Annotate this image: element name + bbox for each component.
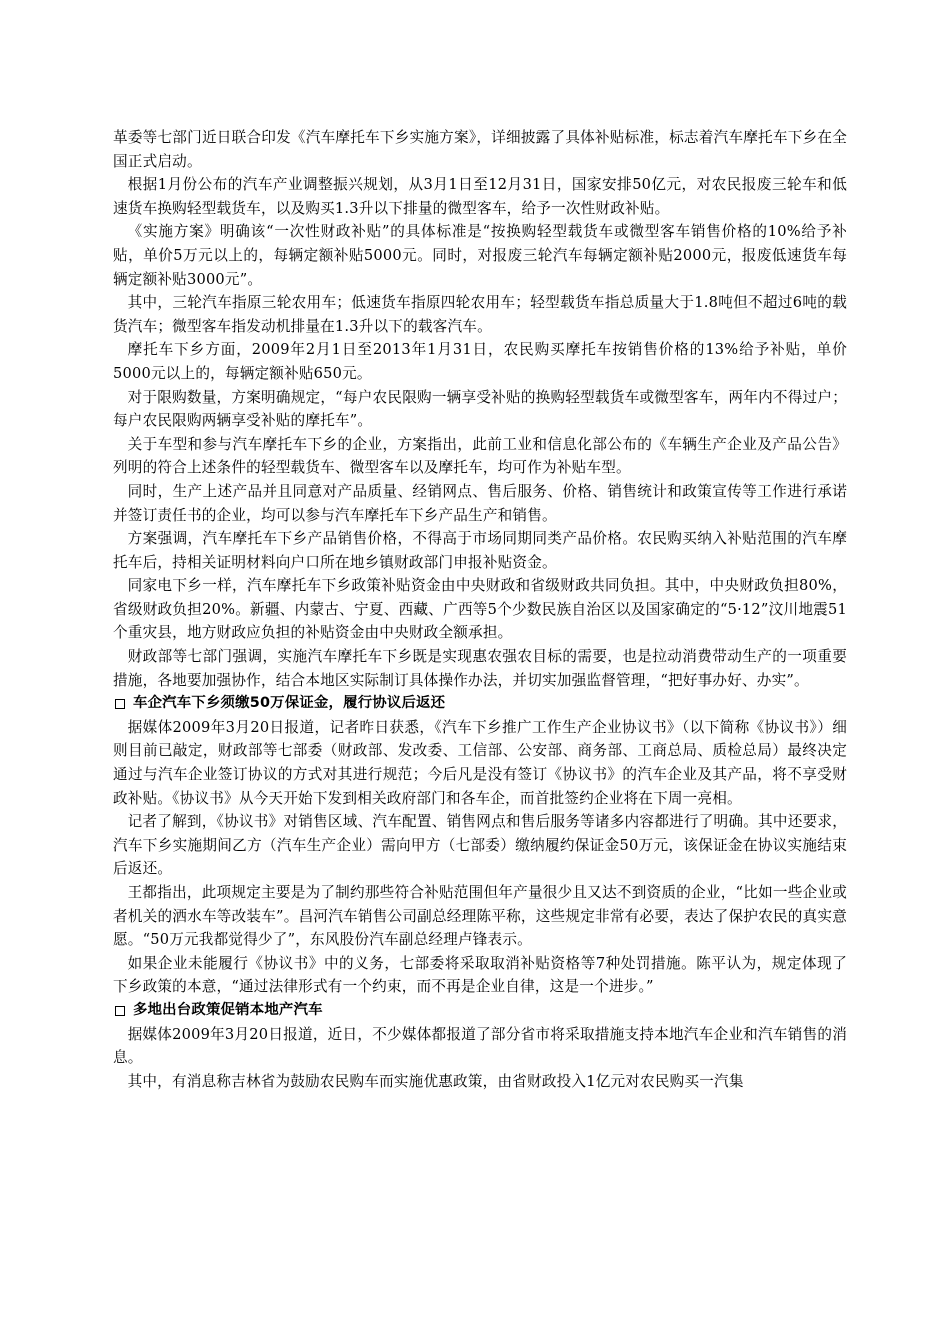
paragraph: 同时，生产上述产品并且同意对产品质量、经销网点、售后服务、价格、销售统计和政策宣传等工作进行承诺并签订责任书的企业，均可以参与汽车摩托车下乡产品生产和销售。 bbox=[113, 482, 847, 524]
paragraph: 记者了解到，《协议书》对销售区域、汽车配置、销售网点和售后服务等诸多内容都进行了明确。其中还要求，汽车下乡实施期间乙方（汽车生产企业）需向甲方（七部委）缴纳履约保证金50万元，该保证金在协议实施结束后返还。 bbox=[113, 813, 847, 878]
paragraph: 如果企业未能履行《协议书》中的义务，七部委将采取取消补贴资格等7种处罚措施。陈平认为，规定体现了下乡政策的本意，“通过法律形式有一个约束，而不再是企业自律，这是一个进步。” bbox=[113, 954, 847, 996]
paragraph: 财政部等七部门强调，实施汽车摩托车下乡既是实现惠农强农目标的需要，也是拉动消费带动生产的一项重要措施，各地要加强协作，结合本地区实际制订具体操作办法，并切实加强监督管理，“把好事办好、办实”。 bbox=[113, 648, 847, 689]
document-page bbox=[113, 126, 847, 1093]
checkbox-square-icon bbox=[115, 1006, 125, 1016]
paragraph: 革委等七部门近日联合印发《汽车摩托车下乡实施方案》，详细披露了具体补贴标准，标志着汽车摩托车下乡在全国正式启动。 bbox=[113, 129, 847, 170]
section-heading-text: 多地出台政策促销本地产汽车 bbox=[133, 1001, 323, 1018]
paragraph: 其中，三轮汽车指原三轮农用车；低速货车指原四轮农用车；轻型载货车指总质量大于1.8吨但不超过6吨的载货汽车；微型客车指发动机排量在1.3升以下的载客汽车。 bbox=[113, 294, 847, 335]
paragraph: 摩托车下乡方面，2009年2月1日至2013年1月31日，农民购买摩托车按销售价格的13%给予补贴，单价5000元以上的，每辆定额补贴650元。 bbox=[113, 341, 847, 382]
paragraph: 其中，有消息称吉林省为鼓励农民购车而实施优惠政策，由省财政投入1亿元对农民购买一汽集 bbox=[127, 1072, 744, 1090]
paragraph: 据媒体2009年3月20日报道，近日，不少媒体都报道了部分省市将采取措施支持本地汽车企业和汽车销售的消息。 bbox=[113, 1025, 847, 1067]
paragraph: 对于限购数量，方案明确规定，“每户农民限购一辆享受补贴的换购轻型载货车或微型客车，两年内不得过户；每户农民限购两辆享受补贴的摩托车”。 bbox=[113, 388, 847, 430]
paragraph: 王都指出，此项规定主要是为了制约那些符合补贴范围但年产量很少且又达不到资质的企业，“比如一些企业或者机关的洒水车等改装车”。昌河汽车销售公司副总经理陈平称，这些规定非常有必要，表达了保护农民的真实意愿。“50万元我都觉得少了”，东风股份汽车副总经理卢锋表示。 bbox=[113, 884, 847, 949]
paragraph: 据媒体2009年3月20日报道，记者昨日获悉，《汽车下乡推广工作生产企业协议书》（以下简称《协议书》）细则目前已敲定，财政部等七部委（财政部、发改委、工信部、公安部、商务部、工商总局、质检总局）最终决定通过与汽车企业签订协议的方式对其进行规范；今后凡是没有签订《协议书》的汽车企业及其产品，将不享受财政补贴。《协议书》从今天开始下发到相关政府部门和各车企，而首批签约企业将在下周一亮相。 bbox=[113, 718, 847, 807]
section-heading-text: 车企汽车下乡须缴50万保证金，履行协议后返还 bbox=[133, 695, 446, 712]
paragraph: 关于车型和参与汽车摩托车下乡的企业，方案指出，此前工业和信息化部公布的《车辆生产企业及产品公告》列明的符合上述条件的轻型载货车、微型客车以及摩托车，均可作为补贴车型。 bbox=[113, 435, 847, 477]
paragraph: 方案强调，汽车摩托车下乡产品销售价格，不得高于市场同期同类产品价格。农民购买纳入补贴范围的汽车摩托车后，持相关证明材料向户口所在地乡镇财政部门申报补贴资金。 bbox=[113, 530, 847, 571]
paragraph: 《实施方案》明确该“一次性财政补贴”的具体标准是“按换购轻型载货车或微型客车销售价格的10%给予补贴，单价5万元以上的，每辆定额补贴5000元。同时，对报废三轮汽车每辆定额补贴2000元，报废低速货车每辆定额补贴3000元”。 bbox=[113, 223, 847, 288]
paragraph: 同家电下乡一样，汽车摩托车下乡政策补贴资金由中央财政和省级财政共同负担。其中，中央财政负担80%，省级财政负担20%。新疆、内蒙古、宁夏、西藏、广西等5个少数民族自治区以及国家确定的“5·12”汶川地震51个重灾县，地方财政应负担的补贴资金由中央财政全额承担。 bbox=[113, 577, 847, 642]
section-heading-deposit bbox=[113, 692, 847, 716]
section-heading-local-policy bbox=[113, 999, 847, 1023]
paragraph: 根据1月份公布的汽车产业调整振兴规划，从3月1日至12月31日，国家安排50亿元，对农民报废三轮车和低速货车换购轻型载货车，以及购买1.3升以下排量的微型客车，给予一次性财政补贴。 bbox=[113, 176, 847, 217]
checkbox-square-icon bbox=[115, 699, 125, 709]
